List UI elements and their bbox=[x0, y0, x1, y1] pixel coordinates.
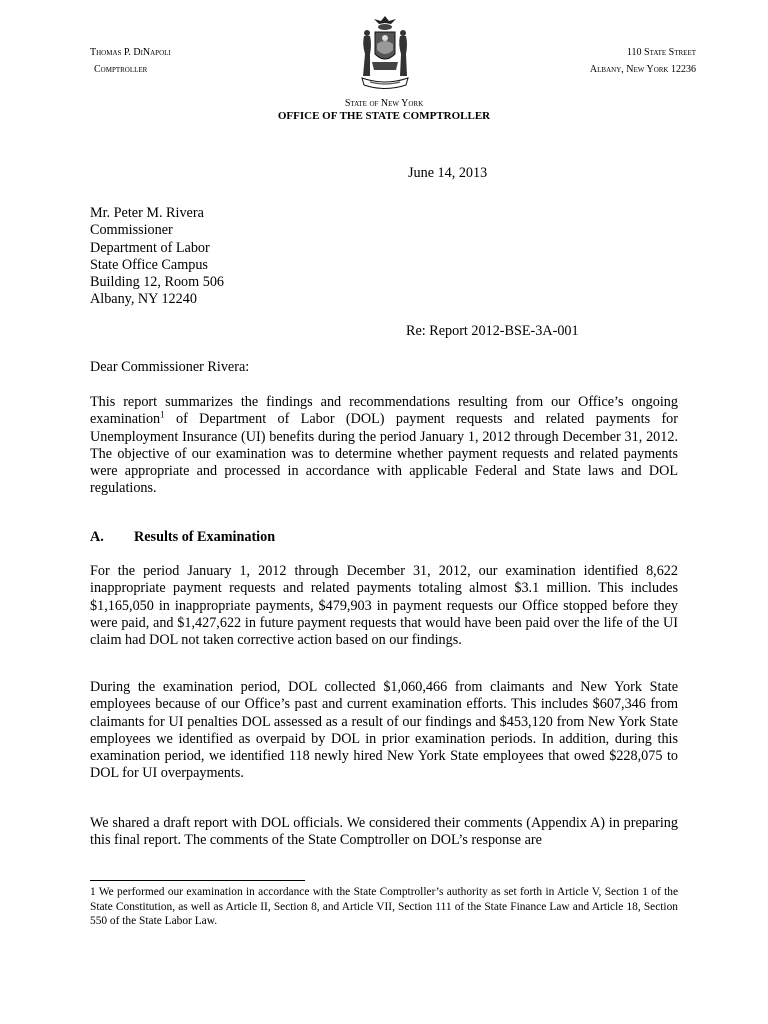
section-heading bbox=[90, 529, 275, 546]
letterhead-name-block bbox=[90, 44, 171, 78]
comptroller-title: Comptroller bbox=[94, 64, 148, 75]
addressee-line: Albany, NY 12240 bbox=[90, 291, 197, 308]
letter-date: June 14, 2013 bbox=[408, 165, 488, 181]
city-state-zip: Albany, New York 12236 bbox=[589, 64, 696, 75]
addressee-line: State Office Campus bbox=[90, 256, 208, 273]
new-york-state-seal-icon bbox=[356, 14, 414, 94]
section-title: Results of Examination bbox=[134, 529, 276, 545]
footnote-marker: 1 bbox=[160, 409, 165, 420]
intro-text-start: This report summarizes the findings and recommendations resulting from our Office’s ongoing examination bbox=[90, 394, 678, 428]
section-letter: A. bbox=[90, 529, 104, 545]
paragraph-text: We shared a draft report with DOL officials. We considered their comments (Appendix A) in preparing this final report. The comments of the State Comptroller on DOL’s response are bbox=[90, 815, 678, 849]
footnote: 1 We performed our examination in accordance with the State Comptroller’s authority as set forth in Article V, Section 1 of the State Constitution, as well as Article II, Section 8, and Article VII, Section 111 of the State Finance Law and Article 18, Section 550 of the State Labor Law. bbox=[90, 886, 678, 928]
collections-paragraph bbox=[90, 679, 678, 783]
addressee-block bbox=[90, 205, 224, 309]
addressee-line: Mr. Peter M. Rivera bbox=[90, 205, 204, 221]
street-address: 110 State Street bbox=[626, 47, 696, 58]
draft-report-paragraph bbox=[90, 815, 678, 850]
addressee-line: Commissioner bbox=[90, 222, 173, 239]
footnote-divider bbox=[90, 880, 305, 881]
paragraph-text: During the examination period, DOL collected $1,060,466 from claimants and New York State employees because of our Office’s past and current examination efforts. This includes $607,346 from claimants for UI penalties DOL assessed as a result of our findings and $453,120 from New York State employees we identified as overpaid by DOL in prior examination periods. In addition, during this examination period, we identified 118 newly hired New York State employees that owed $228,075 to DOL for UI overpayments. bbox=[90, 679, 678, 782]
salutation: Dear Commissioner Rivera: bbox=[90, 359, 250, 375]
intro-text-end: of Department of Labor (DOL) payment requests and related payments for Unemployment Insurance (UI) benefits during the period January 1, 2012 through December 31, 2012. The objective of our examination was to determine whether payment requests and related payments were appropriate and processed in accordance with applicable Federal and State laws and DOL regulations. bbox=[90, 411, 678, 497]
state-name: State of New York bbox=[344, 98, 424, 109]
paragraph-text: For the period January 1, 2012 through December 31, 2012, our examination identified 8,622 inappropriate payment requests and related payments totaling almost $3.1 million. This includes $1,165,050 in inappropriate payments, $479,903 in payment requests our Office stopped before they were paid, and $1,427,622 in future payment requests that would have been paid over the life of the UI claim had DOL not taken corrective action based on our findings. bbox=[90, 563, 678, 649]
results-paragraph bbox=[90, 563, 678, 649]
addressee-line: Department of Labor bbox=[90, 239, 210, 256]
addressee-line: Building 12, Room 506 bbox=[90, 274, 225, 291]
reference-line: Re: Report 2012-BSE-3A-001 bbox=[406, 323, 579, 339]
letterhead-address-block bbox=[590, 44, 696, 78]
comptroller-name: Thomas P. DiNapoli bbox=[90, 47, 171, 58]
office-name: OFFICE OF THE STATE COMPTROLLER bbox=[277, 110, 491, 122]
intro-paragraph bbox=[90, 394, 678, 498]
